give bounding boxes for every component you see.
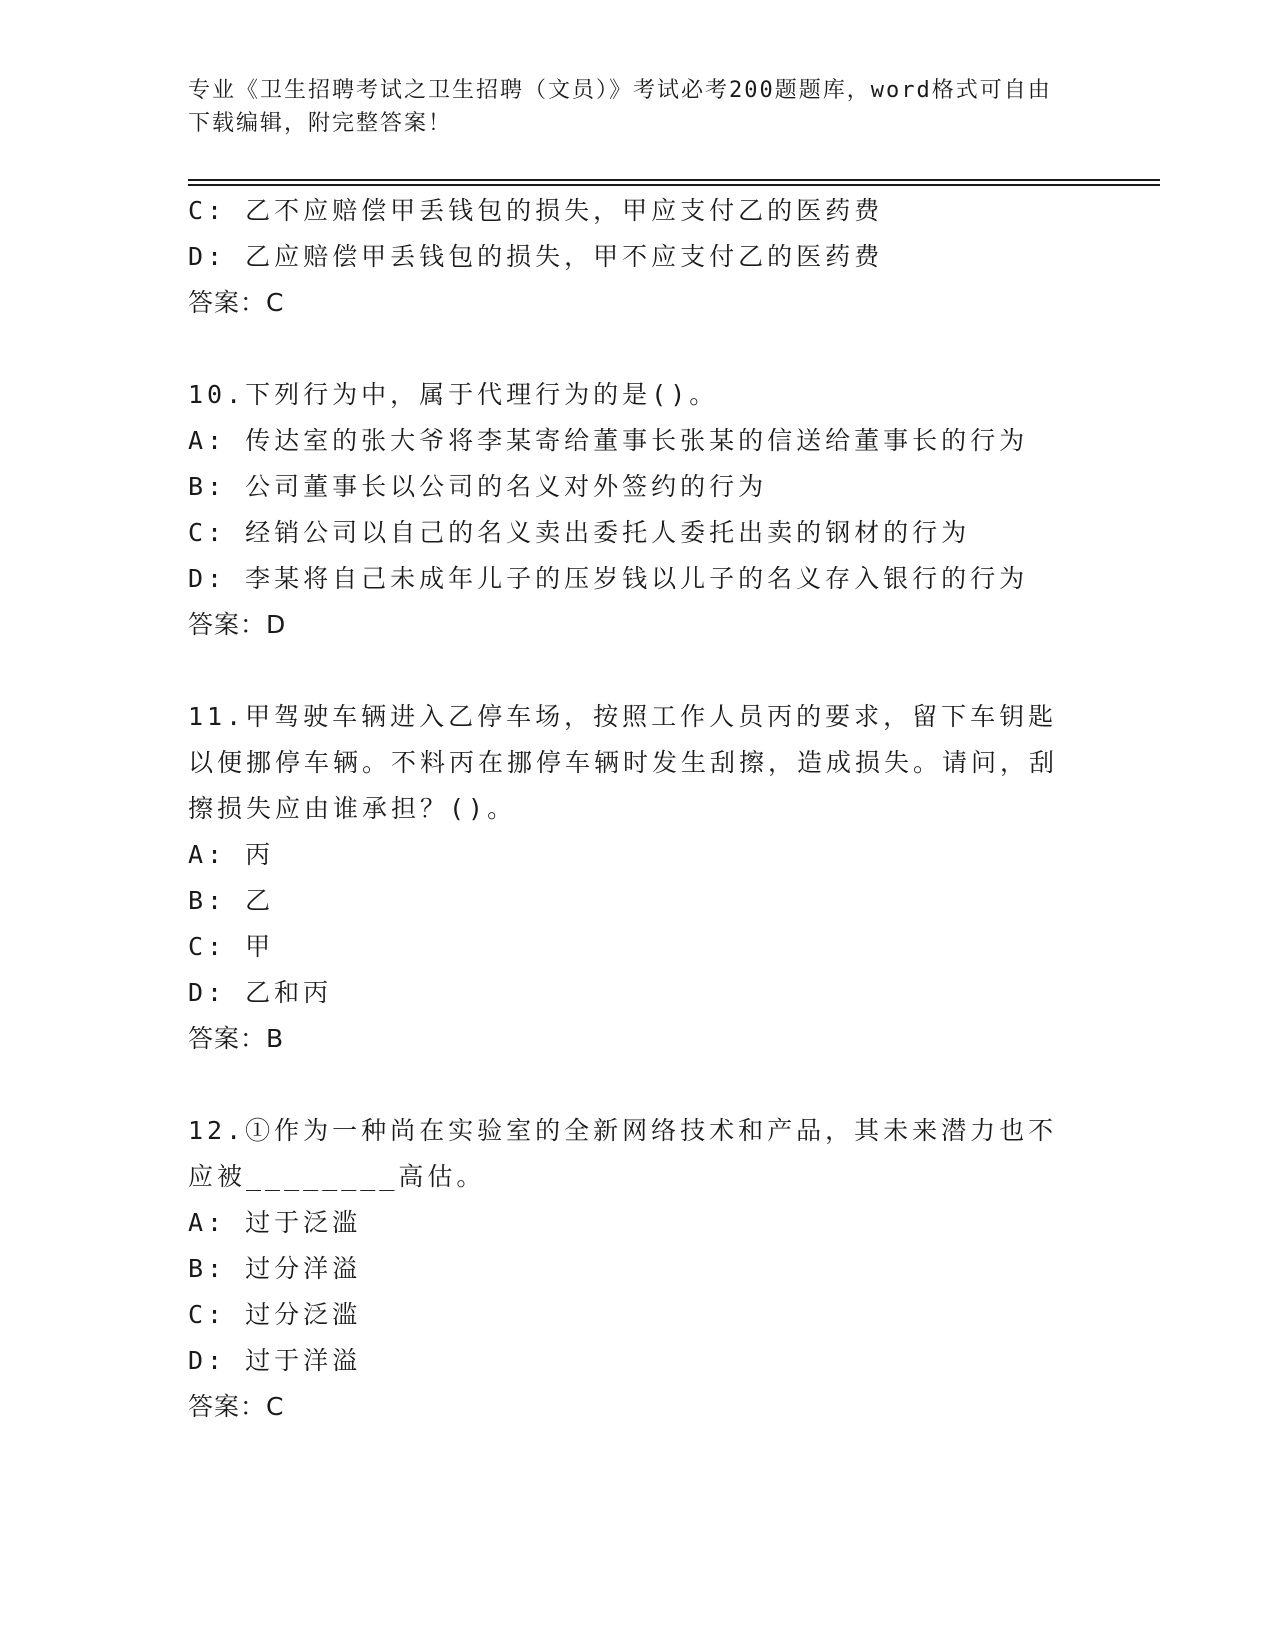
option-a [188,832,1088,878]
spacer [188,326,1088,372]
answer-line: 答案：B [188,1024,285,1053]
option-text: 乙应赔偿甲丢钱包的损失，甲不应支付乙的医药费 [245,242,884,271]
option-b [188,1246,1088,1292]
option-c [188,1292,1088,1338]
option-text: 甲 [245,932,275,961]
option-label: A: [188,840,227,869]
option-label: C: [188,932,227,961]
option-label: B: [188,472,227,501]
answer-line: 答案：C [188,288,285,317]
option-text: 乙 [245,886,275,915]
option-b [188,878,1088,924]
option-a [188,418,1088,464]
option-d [188,1338,1088,1384]
option-d [188,556,1088,602]
option-text: 传达室的张大爷将李某寄给董事长张某的信送给董事长的行为 [245,426,1029,455]
option-label: C: [188,196,227,225]
option-c [188,188,1088,234]
option-text: 过于洋溢 [245,1346,362,1375]
spacer [188,1062,1088,1108]
option-text: 经销公司以自己的名义卖出委托人委托出卖的钢材的行为 [245,518,971,547]
question-stem: 11.甲驾驶车辆进入乙停车场，按照工作人员丙的要求，留下车钥匙以便挪停车辆。不料丙在挪停车辆时发生刮擦，造成损失。请问，刮擦损失应由谁承担？()。 [188,702,1059,823]
question-11 [188,694,1088,1062]
option-text: 乙不应赔偿甲丢钱包的损失，甲应支付乙的医药费 [245,196,884,225]
option-text: 公司董事长以公司的名义对外签约的行为 [245,472,768,501]
answer-line: 答案：D [188,610,287,639]
option-label: B: [188,886,227,915]
option-label: A: [188,1208,227,1237]
header-rule-bottom [188,184,1160,186]
option-label: C: [188,518,227,547]
question-stem: 12.①作为一种尚在实验室的全新网络技术和产品，其未来潜力也不应被________高估。 [188,1116,1058,1191]
option-text: 过分泛滥 [245,1300,362,1329]
option-label: D: [188,242,227,271]
option-text: 乙和丙 [245,978,333,1007]
option-d [188,970,1088,1016]
question-12 [188,1108,1088,1430]
option-label: D: [188,978,227,1007]
header-rule-top [188,179,1160,181]
option-text: 丙 [245,840,275,869]
option-text: 过于泛滥 [245,1208,362,1237]
spacer [188,648,1088,694]
option-label: B: [188,1254,227,1283]
answer-line: 答案：C [188,1392,285,1421]
question-10 [188,372,1088,648]
option-a [188,1200,1088,1246]
option-label: D: [188,564,227,593]
question-stem: 10.下列行为中，属于代理行为的是()。 [188,380,719,409]
option-label: C: [188,1300,227,1329]
option-c [188,924,1088,970]
option-d [188,234,1088,280]
option-text: 过分洋溢 [245,1254,362,1283]
option-label: A: [188,426,227,455]
question-body [188,188,1088,1430]
option-c [188,510,1088,556]
document-header: 专业《卫生招聘考试之卫生招聘（文员）》考试必考200题题库，word格式可自由下载编辑，附完整答案！ [188,78,1052,136]
option-b [188,464,1088,510]
option-text: 李某将自己未成年儿子的压岁钱以儿子的名义存入银行的行为 [245,564,1029,593]
option-label: D: [188,1346,227,1375]
